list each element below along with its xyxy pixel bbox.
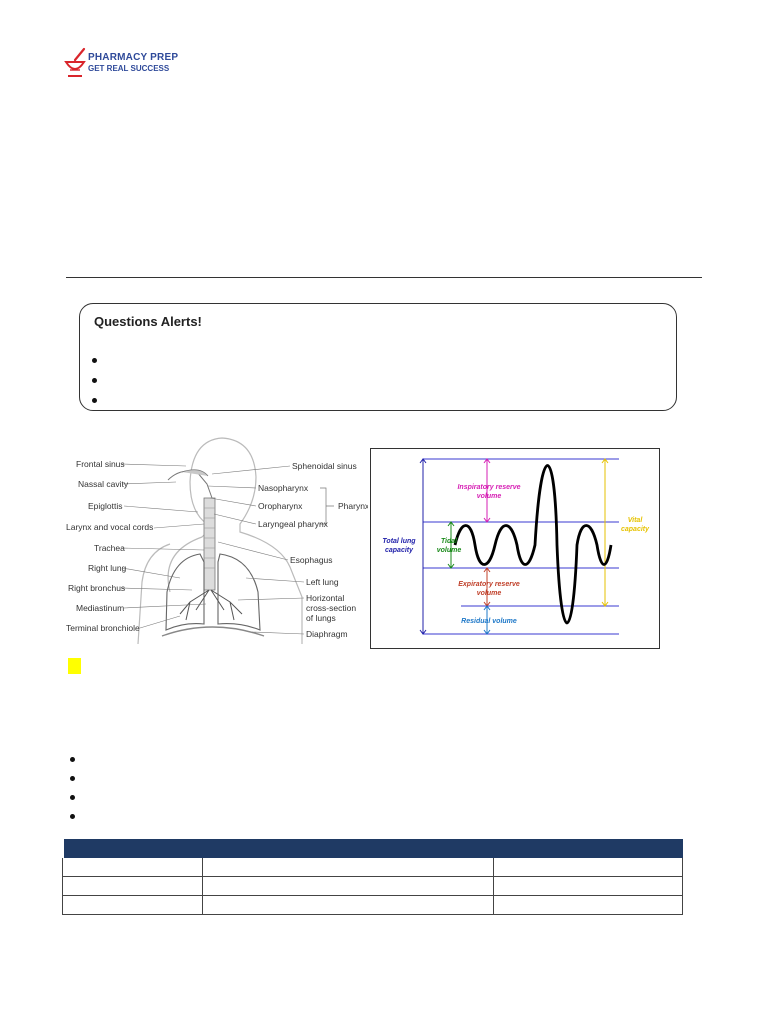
list-item [92,370,97,390]
list-item [70,806,75,825]
label-inspiratory-reserve-2: volume [476,493,502,500]
label-mediastinum: Mediastinum [76,603,125,613]
label-right-bronchus: Right bronchus [68,583,126,593]
bullet-icon [70,814,75,819]
table-cell [202,858,493,877]
section-divider [66,277,702,278]
logo-title: PHARMACY PREP [88,52,179,63]
alert-title: Questions Alerts! [94,314,202,329]
table-cell [202,877,493,896]
label-nasal-cavity: Nassal cavity [78,479,129,489]
list-item [70,768,75,787]
label-vital-capacity: Vital [627,517,643,524]
bullet-icon [92,398,97,403]
label-vital-capacity-2: capacity [620,526,650,533]
list-item [70,787,75,806]
label-expiratory-reserve: Expiratory reserve [458,581,520,588]
label-cross-section: cross-section [306,603,357,613]
bullet-icon [92,358,97,363]
bullet-icon [70,795,75,800]
body-bullet-list [70,749,75,825]
label-of-lungs: of lungs [306,613,336,623]
label-left-lung: Left lung [306,577,339,587]
respiratory-anatomy-illustration [62,432,368,644]
respiratory-anatomy-figure [62,432,368,644]
label-horizontal: Horizontal [306,593,345,603]
logo-tagline: GET REAL SUCCESS [88,64,170,73]
bullet-icon [70,757,75,762]
list-item [92,390,97,410]
label-expiratory-reserve-2: volume [476,590,502,597]
label-total-capacity: Total lung [382,538,416,545]
bullet-icon [70,776,75,781]
label-nasopharynx: Nasopharynx [258,483,309,493]
label-tidal: Tidal [440,538,458,545]
table-cell [63,896,203,915]
label-larynx: Larynx and vocal cords [66,522,154,532]
table-cell [63,877,203,896]
label-frontal-sinus: Frontal sinus [76,459,125,469]
list-item [92,350,97,370]
table-cell [63,858,203,877]
highlight-marker [68,658,81,674]
table-header-cell [63,840,203,858]
label-total-capacity-2: capacity [384,547,414,554]
label-tidal-2: volume [436,547,462,554]
label-epiglottis: Epiglottis [88,501,123,511]
table-cell [493,896,682,915]
pharmacy-prep-logo[interactable] [64,46,194,82]
label-sphenoidal-sinus: Sphenoidal sinus [292,461,357,471]
label-pharynx: Pharynx [338,501,368,511]
table-row [63,858,683,877]
label-esophagus: Esophagus [290,555,333,565]
data-table [61,839,683,915]
label-trachea: Trachea [94,543,125,553]
table-cell [202,896,493,915]
mortar-pestle-icon [64,46,86,80]
table-header-cell [202,840,493,858]
label-residual: Residual volume [461,618,517,625]
table-header-row [63,840,683,858]
label-laryngeal-pharynx: Laryngeal pharynx [258,519,328,529]
table-row [63,896,683,915]
table-row [63,877,683,896]
table-cell [493,877,682,896]
alert-list [92,350,97,410]
label-diaphragm: Diaphragm [306,629,348,639]
label-terminal-bronchiole: Terminal bronchiole [66,623,140,633]
table-header-cell [493,840,682,858]
table-cell [493,858,682,877]
label-inspiratory-reserve: Inspiratory reserve [457,484,521,491]
label-right-lung: Right lung [88,563,127,573]
lung-volumes-diagram [371,449,659,648]
label-oropharynx: Oropharynx [258,501,303,511]
lung-volumes-figure [370,448,660,649]
list-item [70,749,75,768]
bullet-icon [92,378,97,383]
questions-alert-box [79,303,677,411]
